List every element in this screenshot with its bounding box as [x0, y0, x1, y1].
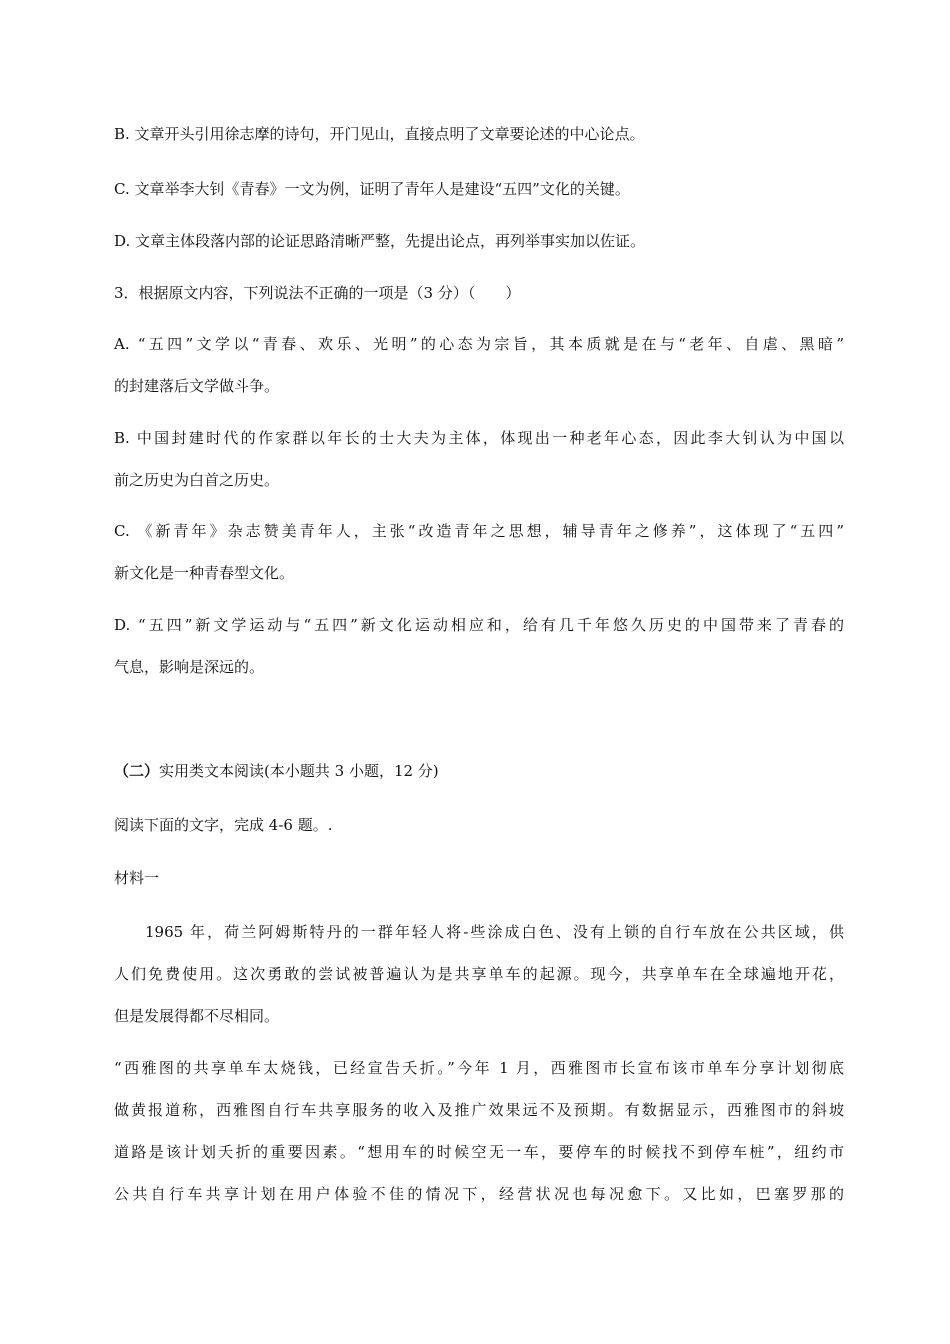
q3-option-a-line1: A. “五四”文学以“青春、欢乐、光明”的心态为宗旨，其本质就是在与“老年、自虐、黑暗”: [114, 335, 844, 353]
reading-instruction: 阅读下面的文字，完成 4-6 题。.: [114, 816, 333, 834]
paragraph-2-line-3: 道路是该计划夭折的重要因素。“想用车的时候空无一车，要停车的时候找不到停车桩”，纽约市: [114, 1143, 844, 1161]
q2-option-b: B. 文章开头引用徐志摩的诗句，开门见山，直接点明了文章要论述的中心论点。: [114, 125, 645, 143]
q3-stem: 3．根据原文内容，下列说法不正确的一项是（3 分）（ ）: [114, 284, 521, 302]
paragraph-2-line-2: 做黄报道称，西雅图自行车共享服务的收入及推广效果远不及预期。有数据显示，西雅图市的斜坡: [114, 1101, 844, 1119]
section-heading: [114, 761, 844, 781]
q2-option-d: D. 文章主体段落内部的论证思路清晰严整，先提出论点，再列举事实加以佐证。: [114, 232, 646, 250]
paragraph-1-line-2: 人们免费使用。这次勇敢的尝试被普遍认为是共享单车的起源。现今，共享单车在全球遍地开花，: [114, 965, 844, 983]
paragraph-2-line-1: “西雅图的共享单车太烧钱，已经宣告夭折。”今年 1 月，西雅图市长宣布该市单车分享计划彻底: [114, 1059, 844, 1077]
q3-option-d-line1: D. “五四”新文学运动与“五四”新文化运动相应和，给有几千年悠久历史的中国带来了青春的: [114, 616, 844, 634]
q3-option-c-line2: 新文化是一种青春型文化。: [114, 564, 295, 582]
material-label: 材料一: [114, 869, 160, 887]
q3-option-b-line1: B. 中国封建时代的作家群以年长的士大夫为主体，体现出一种老年心态，因此李大钊认为中国以: [114, 429, 844, 447]
section-heading-number: （二）: [114, 762, 160, 780]
q3-option-d-line2: 气息，影响是深远的。: [114, 658, 265, 676]
section-heading-title: 实用类文本阅读(本小题共 3 小题，12 分): [159, 762, 439, 780]
q3-option-b-line2: 前之历史为白首之历史。: [114, 471, 280, 489]
paragraph-1-line-3: 但是发展得都不尽相同。: [114, 1007, 280, 1025]
q3-option-a-line2: 的封建落后文学做斗争。: [114, 377, 280, 395]
paragraph-2-line-4: 公共自行车共享计划在用户体验不佳的情况下，经营状况也每况愈下。又比如，巴塞罗那的: [114, 1185, 844, 1203]
q2-option-c: C. 文章举李大钊《青春》一文为例，证明了青年人是建设“五四”文化的关键。: [114, 180, 630, 198]
paragraph-1-line-1: 1965 年，荷兰阿姆斯特丹的一群年轻人将-些涂成白色、没有上锁的自行车放在公共区域，供: [145, 923, 844, 941]
q3-option-c-line1: C. 《新青年》杂志赞美青年人，主张“改造青年之思想，辅导青年之修养”，这体现了“五四”: [114, 522, 844, 540]
